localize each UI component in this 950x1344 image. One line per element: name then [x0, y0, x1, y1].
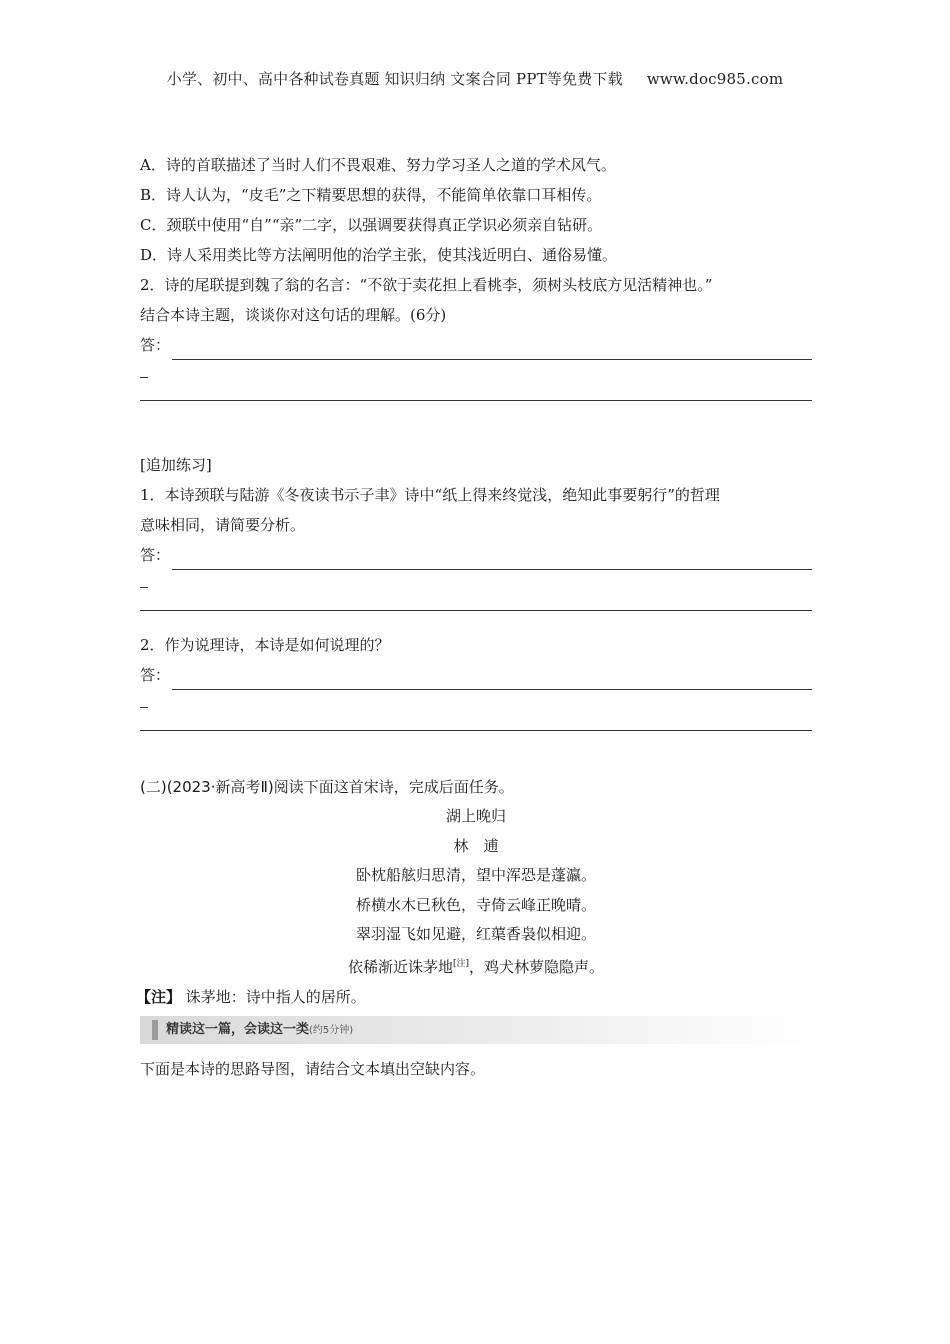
page-header: [0, 68, 950, 89]
poem-line-2: 桥横水木已秋色，寺倚云峰正晚晴。: [355, 895, 596, 914]
banner-bar-icon: [152, 1020, 158, 1040]
poem-line-1: 卧枕船舷归思清，望中浑恐是蓬瀛。: [355, 866, 596, 884]
note-text: 诛茅地：诗中指人的居所。: [185, 988, 366, 1006]
answer-line: [172, 549, 812, 570]
option-b: B．诗人认为，“皮毛”之下精要思想的获得，不能简单依靠口耳相传。: [140, 186, 602, 204]
poem-title: 湖上晚归: [445, 807, 506, 825]
extra-q1-line-1: 1．本诗颈联与陆游《冬夜读书示子聿》诗中“纸上得来终觉浅，绝知此事要躬行”的哲理: [140, 486, 720, 504]
banner-subtitle: (约5分钟): [309, 1025, 354, 1036]
option-a: A．诗的首联描述了当时人们不畏艰难、努力学习圣人之道的学术风气。: [140, 156, 616, 174]
extra-practice-heading: [追加练习]: [140, 456, 212, 474]
answer-line-full[interactable]: [140, 390, 812, 420]
answer-line: [172, 669, 812, 690]
answer-label: 答：: [140, 546, 171, 564]
poem-line-4: [140, 950, 812, 983]
banner-text: [166, 1016, 353, 1045]
section-2-intro: (二)(2023·新高考Ⅱ)阅读下面这首宋诗，完成后面任务。: [140, 778, 514, 796]
answer-field-extra-q1[interactable]: [140, 540, 812, 570]
answer-field-q2[interactable]: [140, 330, 812, 360]
answer-dash: [140, 360, 812, 390]
note-label: 【注】: [136, 988, 182, 1006]
answer-dash: [140, 570, 812, 600]
poem-line-4-part-b: ，鸡犬林萝隐隐声。: [469, 957, 605, 976]
poem-note: [136, 982, 812, 1012]
answer-line-full[interactable]: [140, 600, 812, 630]
header-text: 小学、初中、高中各种试卷真题 知识归纳 文案合同 PPT等免费下载: [166, 70, 623, 88]
header-url[interactable]: www.doc985.com: [646, 70, 784, 88]
banner-title: 精读这一篇，会读这一类: [166, 1022, 310, 1037]
poem-author: 林 逋: [453, 836, 499, 855]
answer-field-extra-q2[interactable]: [140, 660, 812, 690]
note-marker: [注]: [452, 958, 470, 969]
main-content: [136, 150, 812, 1084]
poem: [140, 802, 812, 982]
extra-q2: 2．作为说理诗，本诗是如何说理的？: [140, 636, 390, 654]
option-c: C．颈联中使用“自”“亲”二字，以强调要获得真正学识必须亲自钻研。: [140, 216, 603, 234]
answer-line: [172, 339, 812, 360]
answer-label: 答：: [140, 666, 171, 684]
answer-dash: [140, 690, 812, 720]
option-d: D．诗人采用类比等方法阐明他的治学主张，使其浅近明白、通俗易懂。: [140, 246, 618, 264]
poem-line-3: 翠羽湿飞如见避，红蕖香袅似相迎。: [355, 925, 596, 943]
extra-q1-line-2: 意味相同，请简要分析。: [140, 516, 306, 534]
section-banner: [140, 1016, 812, 1044]
answer-label: 答：: [140, 336, 171, 354]
poem-line-4-part-a: 依稀渐近诛茅地: [347, 957, 453, 976]
question-2-line-2: 结合本诗主题，谈谈你对这句话的理解。(6分): [140, 306, 447, 324]
answer-line-full[interactable]: [140, 720, 812, 750]
task-instruction: 下面是本诗的思路导图，请结合文本填出空缺内容。: [140, 1060, 486, 1078]
question-2-line-1: 2．诗的尾联提到魏了翁的名言：“不欲于卖花担上看桃李，须树头枝底方见活精神也。”: [140, 276, 713, 294]
